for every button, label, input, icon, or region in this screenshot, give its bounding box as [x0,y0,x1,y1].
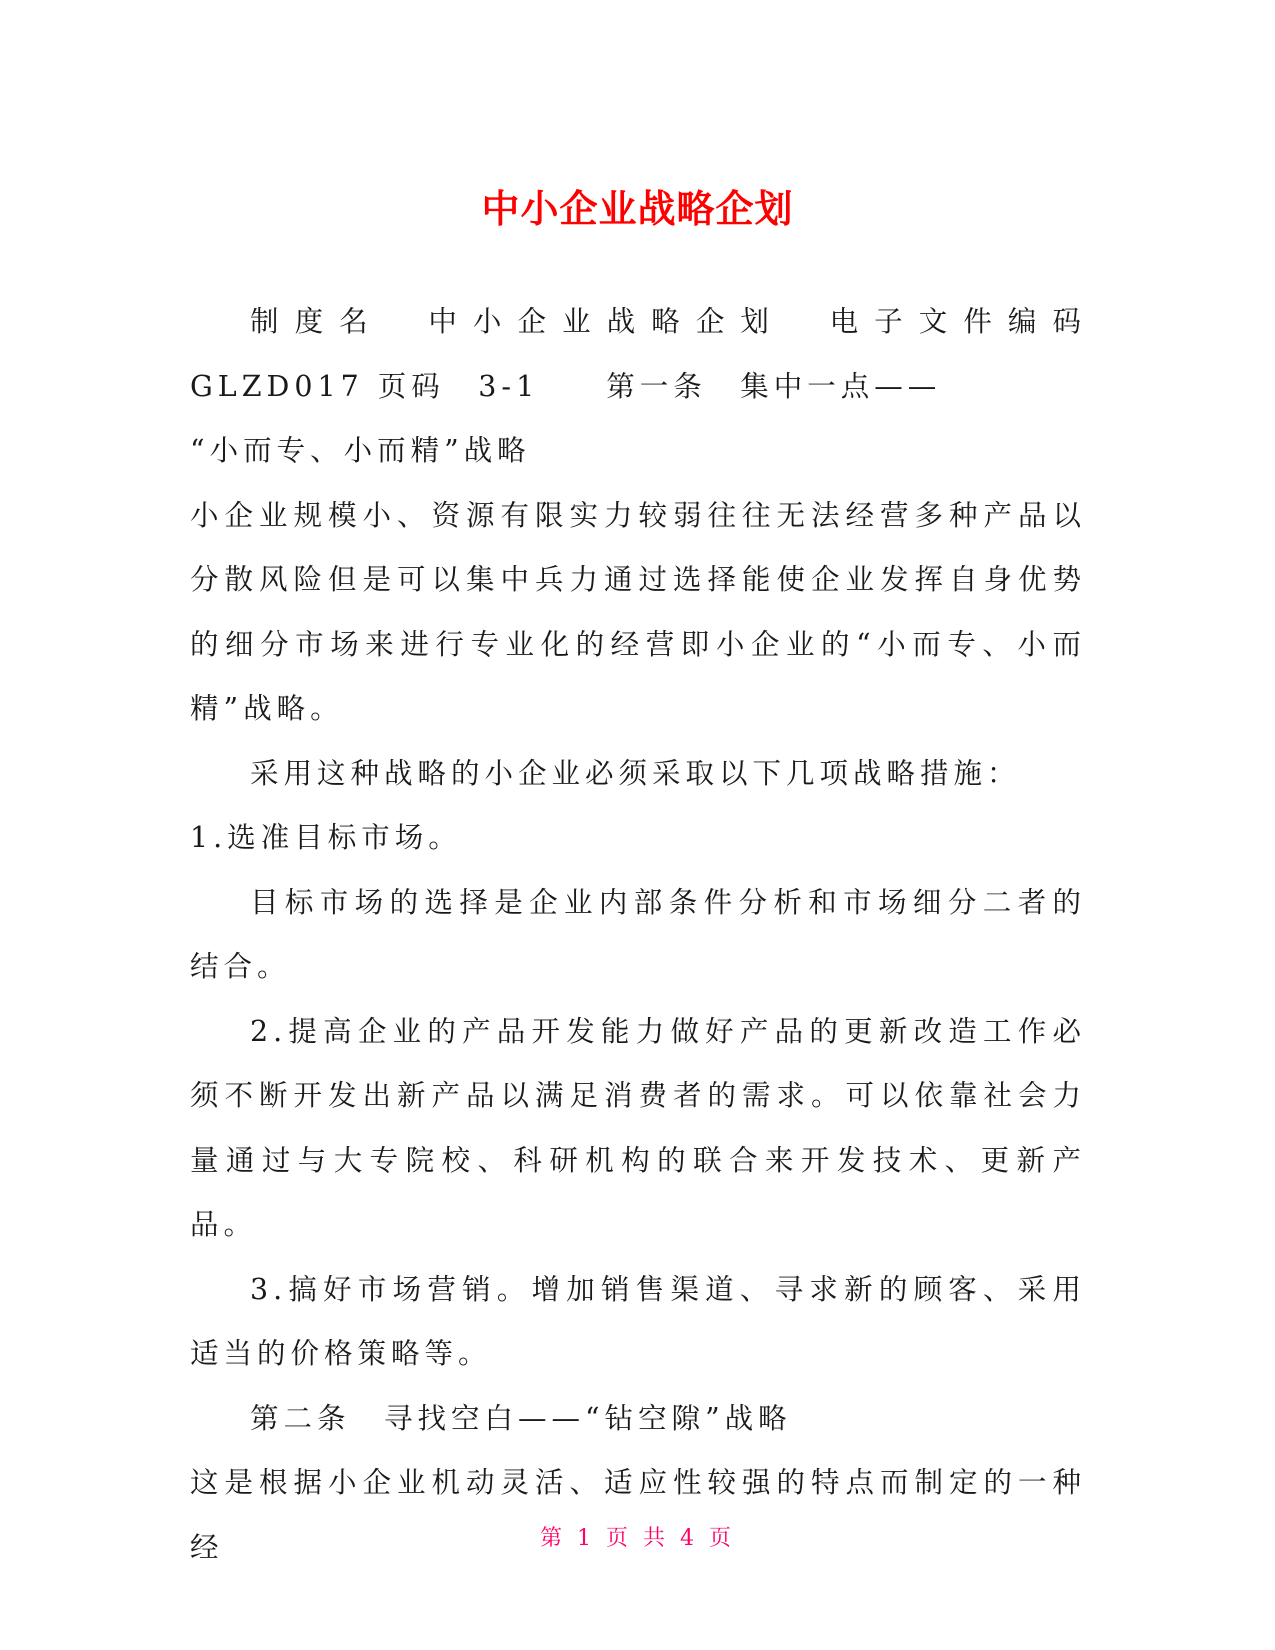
paragraph-measure-1: 1.选准目标市场。 [190,821,462,854]
paragraph-article-2-body: 这是根据小企业机动灵活、适应性较强的特点而制定的一种经 [190,1466,1086,1564]
paragraph-article-2-title: 第二条 寻找空白——“钻空隙”战略 [250,1401,792,1435]
paragraph-measure-2: 2.提高企业的产品开发能力做好产品的更新改造工作必须不断开发出新产品以满足消费者的需求。可以依靠社会力量通过与大专院校、科研机构的联合来开发技术、更新产品。 [190,1014,1086,1241]
paragraph-strategy-description: 小企业规模小、资源有限实力较弱往往无法经营多种产品以分散风险但是可以集中兵力通过选择能使企业发挥自身优势的细分市场来进行专业化的经营即小企业的“小而专、小而精”战略。 [190,498,1086,725]
paragraph-measure-1-detail: 目标市场的选择是企业内部条件分析和市场细分二者的结合。 [190,885,1086,983]
page-footer: 第 1 页 共 4 页 [540,1526,735,1551]
paragraph-header-info: 制度名 中小企业战略企划 电子文件编码 GLZD017 页码 3-1 第一条 集中一点—— [190,305,1120,403]
paragraph-strategy-name: “小而专、小而精”战略 [190,434,531,467]
document-body [190,290,1120,1580]
paragraph-measure-3: 3.搞好市场营销。增加销售渠道、寻求新的顾客、采用适当的价格策略等。 [190,1272,1086,1370]
document-title: 中小企业战略企划 [481,187,794,232]
paragraph-measures-intro: 采用这种战略的小企业必须采取以下几项战略措施： [250,756,1021,790]
